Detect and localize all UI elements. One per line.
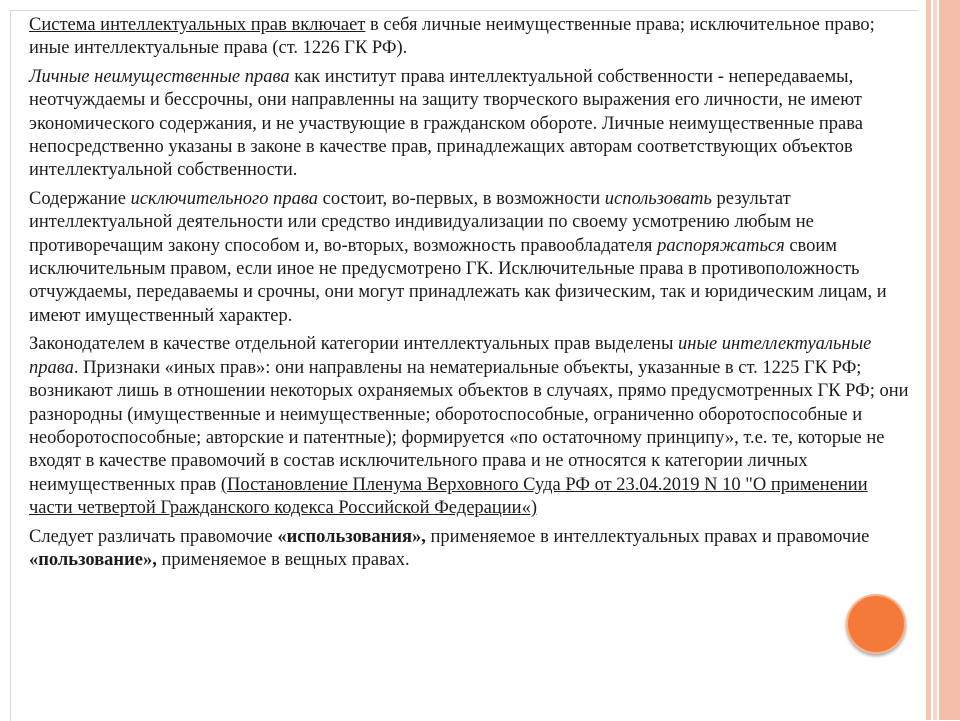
paragraph-text: как институт права интеллектуальной собственности - непередаваемы, неотчуждаемы и бессрочны, они направленны на защиту творческого выражения его личности, не имеют экономического содержания, и не участвующие в гражданском обороте. Личные неимущественные права непосредственно указаны в законе в качестве прав, принадлежащих авторам соответствующих объектов интеллектуальной собственности. — [29, 66, 863, 181]
italic-term: распоряжаться — [657, 235, 785, 256]
italic-term: использовать — [604, 188, 712, 209]
paragraph-text: применяемое в интеллектуальных правах и правомочие — [425, 526, 870, 547]
italic-term: иные интеллектуальные права — [29, 334, 872, 378]
bold-term: «пользование», — [29, 549, 157, 570]
italic-term: Личные неимущественные права — [29, 66, 290, 87]
paragraph-text: Законодателем в качестве отдельной категории интеллектуальных прав выделены — [29, 334, 679, 355]
decorative-stripe — [926, 0, 931, 720]
paragraph-other-rights — [29, 333, 914, 520]
paragraph-text: . Признаки «иных прав»: они направлены на нематериальные объекты, указанные в ст. 1225 ГК РФ; возникают лишь в отношении некоторых охраняемых объектов в случаях, прямо предусмотренных ГК РФ; они разнородны (имущественные и неимущественные; оборотоспособные, ограниченно оборотоспособные и необоротоспособные; авторские и патентные); формируется «по остаточному принципу», т.е. те, которые не входят в качестве правомочий в состав исключительного права и не относятся к категории личных неимущественных прав — [29, 357, 909, 495]
paragraph-text: Содержание — [29, 188, 131, 209]
paragraph-text: состоит, во-первых, в возможности — [318, 188, 605, 209]
slide-nav-button[interactable] — [846, 594, 906, 654]
decorative-stripe — [939, 0, 960, 720]
paragraph-text: своим исключительным правом, если иное не предусмотрено ГК. Исключительные права в противоположность отчуждаемы, передаваемы и срочны, они могут принадлежать как физическим, так и юридическим лицам, и имеют имущественный характер. — [29, 235, 887, 326]
citation-link[interactable]: (Постановление Пленума Верховного Суда РФ от 23.04.2019 N 10 "О применении части четвертой Гражданского кодекса Российской Федерации«) — [29, 474, 868, 519]
paragraph-exclusive-right — [29, 188, 914, 328]
underlined-phrase: Система интеллектуальных прав включает — [29, 15, 366, 35]
paragraph-text: в себя личные неимущественные права; исключительное право; иные интеллектуальные права (ст. 1226 ГК РФ). — [29, 15, 875, 59]
italic-term: исключительного права — [130, 188, 319, 209]
paragraph-text: применяемое в вещных правах. — [156, 549, 410, 570]
paragraph-use-distinction — [29, 526, 914, 573]
paragraph-personal-rights — [29, 66, 914, 183]
paragraph-text: результат интеллектуальной деятельности или средство индивидуализации по своему усмотрению любым не противоречащим закону способом и, во-вторых, возможность правообладателя — [29, 188, 814, 256]
slide-body — [29, 14, 914, 577]
decorative-stripe — [933, 0, 937, 720]
paragraph-intellectual-rights-system — [29, 14, 914, 61]
bold-term: «использования», — [277, 526, 426, 547]
paragraph-text: Следует различать правомочие — [29, 526, 278, 547]
